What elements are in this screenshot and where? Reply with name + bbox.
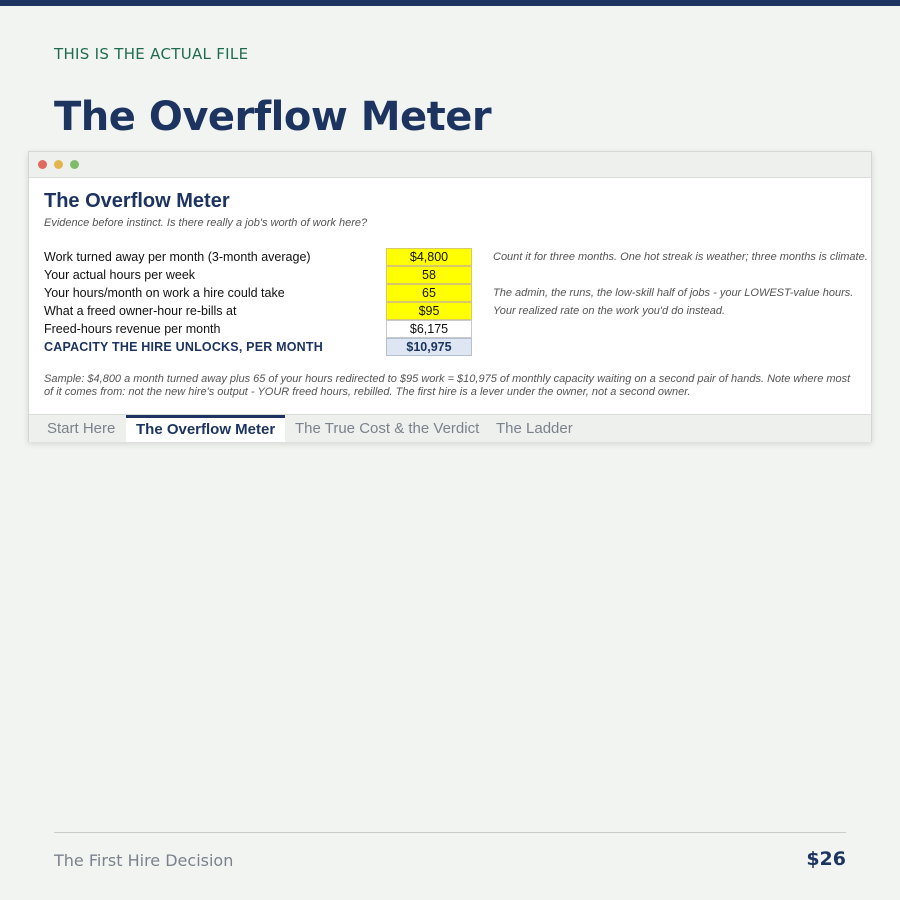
- calc-cell-freed-hours-revenue[interactable]: $6,175: [386, 320, 472, 338]
- spreadsheet-window: [28, 151, 872, 442]
- table-row-total: [29, 338, 871, 356]
- row-label: What a freed owner-hour re-bills at: [44, 304, 237, 318]
- sheet-tab-bar: [29, 414, 871, 442]
- row-label: Freed-hours revenue per month: [44, 322, 221, 336]
- minimize-window-icon[interactable]: [54, 160, 63, 169]
- row-label: Work turned away per month (3-month average): [44, 250, 311, 264]
- sample-explanation: Sample: $4,800 a month turned away plus 65 of your hours redirected to $95 work = $10,975 of monthly capacity waiting on a second pair of hands. Note where most of it comes from: not the new hire's output - YOUR freed hours, rebilled. The first hire is a lever under the owner, not a second owner.: [44, 373, 851, 398]
- row-note: The admin, the runs, the low-skill half of jobs - your LOWEST-value hours.: [493, 287, 854, 299]
- table-row: [29, 302, 871, 320]
- sheet-title: The Overflow Meter: [44, 190, 230, 212]
- close-window-icon[interactable]: [38, 160, 47, 169]
- row-note: Your realized rate on the work you'd do instead.: [493, 305, 726, 317]
- row-label: Your actual hours per week: [44, 268, 196, 282]
- tab-start-here[interactable]: Start Here: [47, 420, 116, 437]
- table-row: [29, 248, 871, 266]
- input-cell-hours-per-week[interactable]: 58: [386, 266, 472, 284]
- maximize-window-icon[interactable]: [70, 160, 79, 169]
- page-title: The Overflow Meter: [54, 94, 492, 140]
- window-titlebar: [29, 152, 871, 178]
- row-label: Your hours/month on work a hire could take: [44, 286, 285, 300]
- total-cell-capacity[interactable]: $10,975: [386, 338, 472, 356]
- tab-true-cost-verdict[interactable]: The True Cost & the Verdict: [295, 420, 480, 437]
- tab-the-overflow-meter[interactable]: The Overflow Meter: [126, 415, 285, 442]
- input-cell-work-turned-away[interactable]: $4,800: [386, 248, 472, 266]
- total-label: CAPACITY THE HIRE UNLOCKS, PER MONTH: [44, 340, 323, 354]
- eyebrow-label: THIS IS THE ACTUAL FILE: [54, 45, 249, 63]
- table-row: [29, 284, 871, 302]
- table-row: [29, 266, 871, 284]
- input-cell-rebill-rate[interactable]: $95: [386, 302, 472, 320]
- footer-divider: [54, 832, 846, 833]
- sheet-subtitle: Evidence before instinct. Is there really a job's worth of work here?: [44, 217, 368, 229]
- table-row: [29, 320, 871, 338]
- input-cell-hours-per-month[interactable]: 65: [386, 284, 472, 302]
- row-note: Count it for three months. One hot streak is weather; three months is climate.: [493, 251, 868, 263]
- footer-product-name: The First Hire Decision: [54, 851, 234, 870]
- top-accent-bar: [0, 0, 900, 6]
- footer-price: $26: [806, 848, 846, 870]
- tab-the-ladder[interactable]: The Ladder: [496, 420, 573, 437]
